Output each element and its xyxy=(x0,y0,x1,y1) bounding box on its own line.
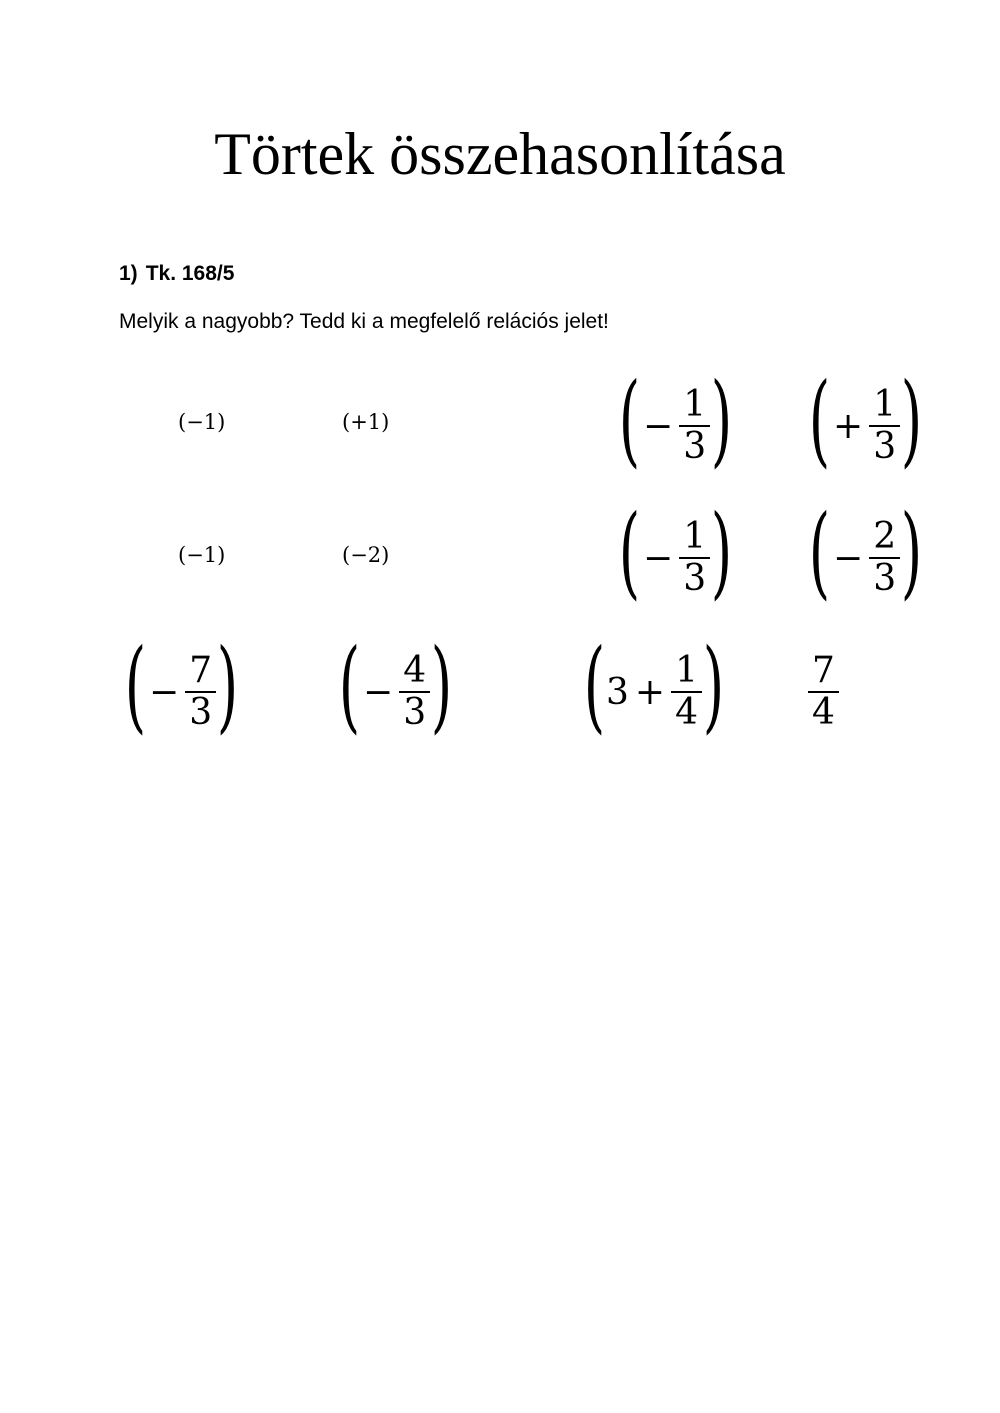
fraction: $\frac{7}{4}$ xyxy=(808,651,839,733)
task-heading xyxy=(119,262,234,286)
task-instruction: Melyik a nagyobb? Tedd ki a megfelelő relációs jelet! xyxy=(119,310,609,333)
fraction: $\frac{1}{3}$ xyxy=(679,517,710,599)
fraction: $\frac{1}{3}$ xyxy=(679,385,710,467)
expr-row1-left: (−1) xyxy=(178,410,226,434)
expr-row1-frac-left: ( − $\frac{1}{3}$ ) xyxy=(618,361,733,478)
expr-row2-right: (−2) xyxy=(342,543,390,567)
fraction: $\frac{7}{3}$ xyxy=(185,651,216,733)
expr-row2-frac-left: ( − $\frac{1}{3}$ ) xyxy=(618,493,733,610)
expr-row1-frac-right: ( + $\frac{1}{3}$ ) xyxy=(808,361,923,478)
expr-row2-frac-right: ( − $\frac{2}{3}$ ) xyxy=(808,493,923,610)
expr-row3-b: ( − $\frac{4}{3}$ ) xyxy=(338,627,453,744)
expr-row3-c: ( 3 + $\frac{1}{4}$ ) xyxy=(583,627,725,744)
expr-row3-a: ( − $\frac{7}{3}$ ) xyxy=(124,627,239,744)
page-title: Törtek összehasonlítása xyxy=(214,121,786,187)
fraction: $\frac{1}{3}$ xyxy=(869,385,900,467)
expr-row3-d xyxy=(806,644,841,740)
task-reference: Tk. 168/5 xyxy=(145,262,235,285)
fraction: $\frac{4}{3}$ xyxy=(399,651,430,733)
task-number: 1) xyxy=(119,262,138,285)
fraction: $\frac{2}{3}$ xyxy=(869,517,900,599)
fraction: $\frac{1}{4}$ xyxy=(671,651,702,733)
expr-row2-left: (−1) xyxy=(178,543,226,567)
expr-row1-right: (+1) xyxy=(342,410,390,434)
